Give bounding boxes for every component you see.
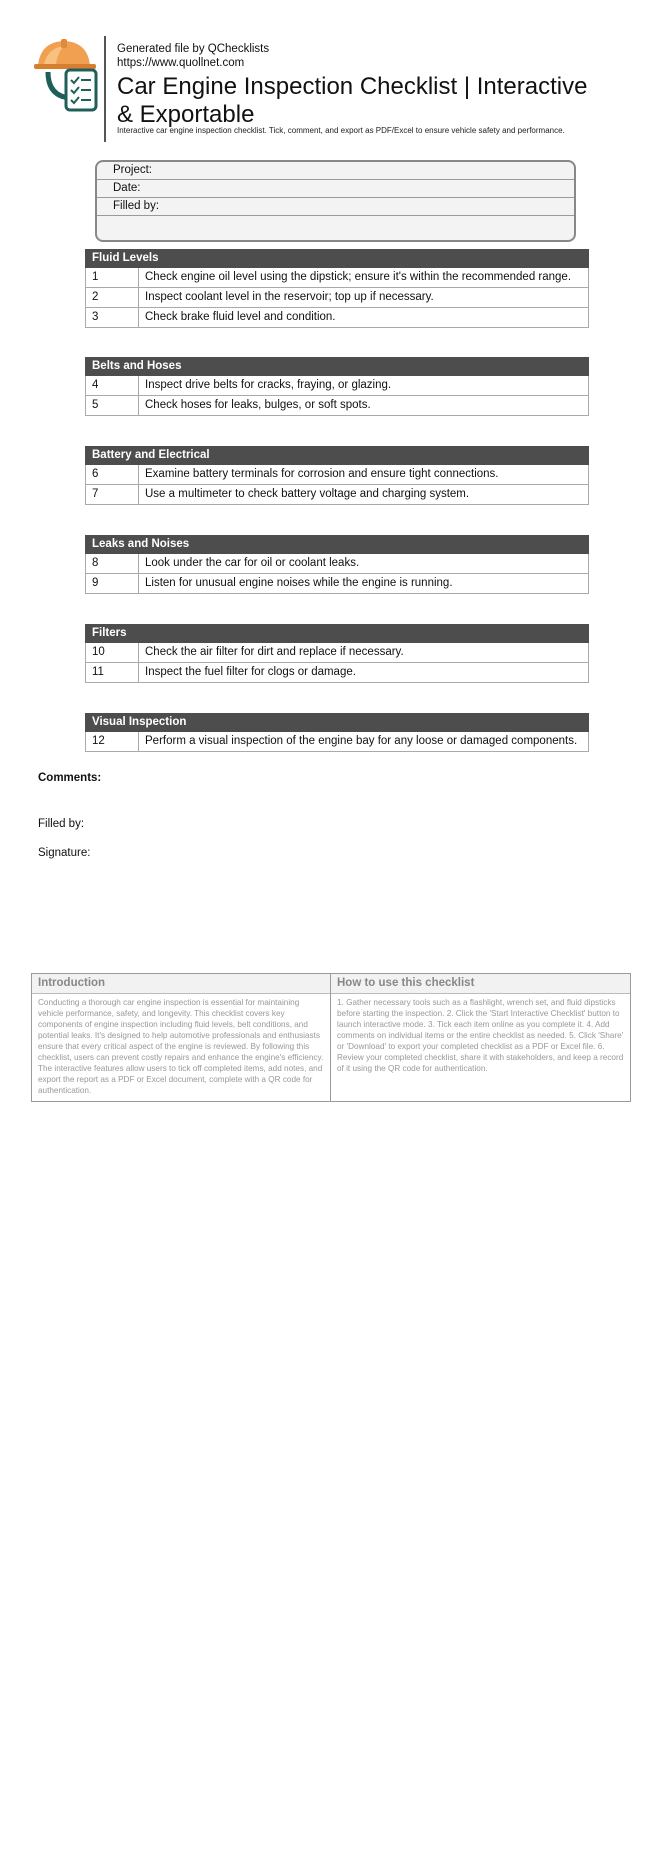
checklist-item[interactable]: [85, 643, 589, 663]
introduction-heading: Introduction: [32, 974, 330, 994]
date-field[interactable]: [97, 180, 574, 198]
page-subtitle: Interactive car engine inspection checklist. Tick, comment, and export as PDF/Excel to ensure vehicle safety and performance.: [117, 126, 565, 135]
filled-by-field[interactable]: [97, 198, 574, 216]
section-header: Belts and Hoses: [85, 357, 589, 376]
section-filters: [85, 624, 589, 683]
section-header: Filters: [85, 624, 589, 643]
item-text: Examine battery terminals for corrosion and ensure tight connections.: [145, 468, 499, 480]
how-to-panel: [331, 974, 630, 1101]
filled-by-footer-label: Filled by:: [38, 818, 85, 830]
item-text: Inspect the fuel filter for clogs or damage.: [145, 666, 356, 678]
website-link[interactable]: https://www.quollnet.com: [117, 57, 245, 69]
section-leaks-and-noises: [85, 535, 589, 594]
item-text: Check the air filter for dirt and replace if necessary.: [145, 646, 404, 658]
item-text: Check hoses for leaks, bulges, or soft spots.: [145, 399, 371, 411]
introduction-text: Conducting a thorough car engine inspection is essential for maintaining vehicle performance, safety, and longevity. This checklist covers key components of engine inspection including fluid levels, belt conditions, and potential leaks. It's designed to help automotive professionals and enthusiasts ensure that every critical aspect of the engine is reviewed. By following this checklist, users can prevent costly repairs and enhance the engine's efficiency. The interactive features allow users to tick off completed items, add notes, and export the report as a PDF or Excel document, complete with a QR code for authentication.: [38, 998, 324, 1095]
section-fluid-levels: [85, 249, 589, 328]
item-number: 6: [86, 465, 139, 484]
date-label: Date:: [113, 182, 141, 194]
hardhat-checklist-logo: [34, 36, 106, 114]
how-to-text: 1. Gather necessary tools such as a flashlight, wrench set, and fluid dipsticks before starting the inspection. 2. Click the 'Start Interactive Checklist' button to launch interactive mode. 3. Tick each item online as you complete it. 4. Add comments on individual items or the entire checklist as needed. 5. Click 'Share' or 'Download' to export your completed checklist as a PDF or Excel file. 6. Review your completed checklist, share it with stakeholders, and keep a record of it using the QR code for authentication.: [337, 998, 624, 1073]
checklist-item[interactable]: [85, 268, 589, 288]
checklist-item[interactable]: [85, 574, 589, 594]
section-header: Leaks and Noises: [85, 535, 589, 554]
project-info-box: [95, 160, 576, 242]
info-panels: [31, 973, 631, 1102]
item-text: Listen for unusual engine noises while the engine is running.: [145, 577, 453, 589]
checklist-item[interactable]: [85, 465, 589, 485]
section-battery-and-electrical: [85, 446, 589, 505]
blank-info-row: [97, 216, 574, 233]
checklist-item[interactable]: [85, 732, 589, 752]
comments-label: Comments:: [38, 772, 102, 784]
item-number: 12: [86, 732, 139, 751]
item-number: 2: [86, 288, 139, 307]
header: [34, 36, 634, 144]
item-text: Check brake fluid level and condition.: [145, 311, 336, 323]
filled-by-label: Filled by:: [113, 200, 160, 212]
checklist-item[interactable]: [85, 288, 589, 308]
checklist-item[interactable]: [85, 376, 589, 396]
generated-by-text: Generated file by QChecklists: [117, 43, 270, 55]
checklist-item[interactable]: [85, 663, 589, 683]
page-title: Car Engine Inspection Checklist | Interactive & Exportable: [117, 73, 588, 128]
item-text: Inspect coolant level in the reservoir; top up if necessary.: [145, 291, 434, 303]
item-text: Look under the car for oil or coolant leaks.: [145, 557, 360, 569]
item-text: Perform a visual inspection of the engine bay for any loose or damaged components.: [145, 735, 578, 747]
project-field[interactable]: [97, 162, 574, 180]
item-number: 3: [86, 308, 139, 327]
section-visual-inspection: [85, 713, 589, 752]
signature-label: Signature:: [38, 847, 91, 859]
item-number: 11: [86, 663, 139, 682]
section-belts-and-hoses: [85, 357, 589, 416]
item-text: Use a multimeter to check battery voltage and charging system.: [145, 488, 470, 500]
header-divider: [104, 36, 106, 142]
item-number: 7: [86, 485, 139, 504]
item-number: 1: [86, 268, 139, 287]
item-number: 9: [86, 574, 139, 593]
item-text: Check engine oil level using the dipstick; ensure it's within the recommended range.: [145, 271, 572, 283]
item-number: 4: [86, 376, 139, 395]
checklist-item[interactable]: [85, 554, 589, 574]
item-number: 5: [86, 396, 139, 415]
section-header: Battery and Electrical: [85, 446, 589, 465]
item-number: 10: [86, 643, 139, 662]
section-header: Visual Inspection: [85, 713, 589, 732]
checklist-item[interactable]: [85, 396, 589, 416]
item-text: Inspect drive belts for cracks, fraying, or glazing.: [145, 379, 392, 391]
section-header: Fluid Levels: [85, 249, 589, 268]
item-number: 8: [86, 554, 139, 573]
how-to-heading: How to use this checklist: [331, 974, 630, 994]
checklist-item[interactable]: [85, 308, 589, 328]
checklist-item[interactable]: [85, 485, 589, 505]
introduction-panel: [32, 974, 331, 1101]
project-label: Project:: [113, 164, 152, 176]
